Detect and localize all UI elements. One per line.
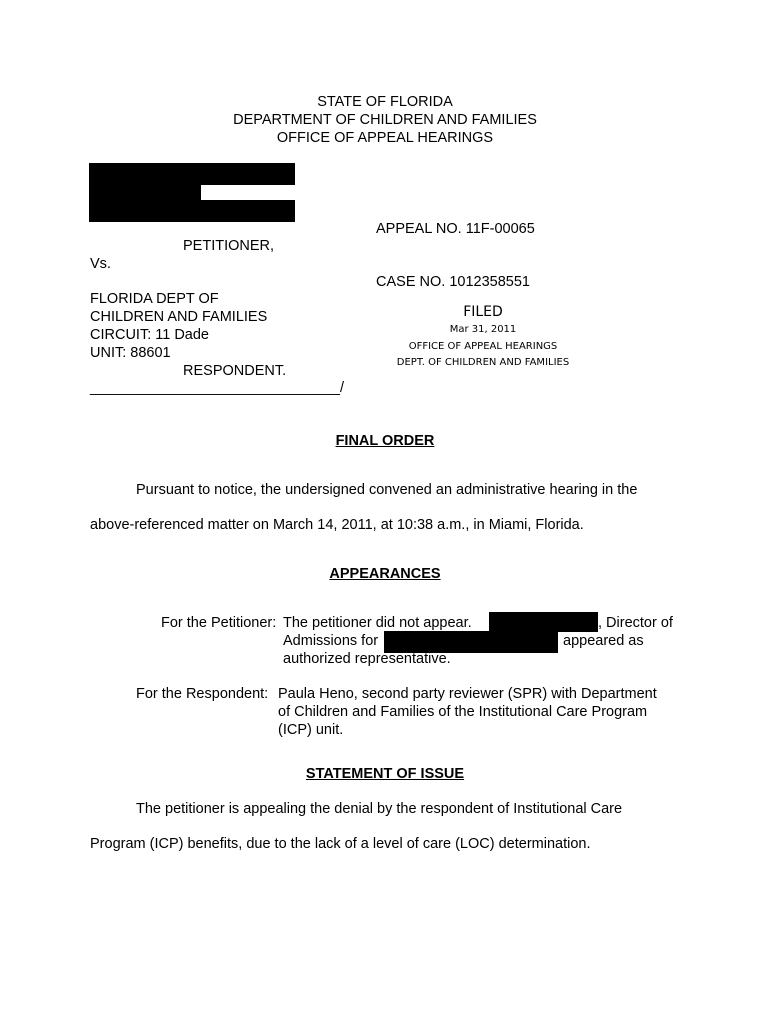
respondent-name-line1: FLORIDA DEPT OF bbox=[90, 291, 219, 307]
respondent-appearance-label: For the Respondent: bbox=[136, 686, 269, 702]
petitioner-appearance-line2: Admissions for bbox=[283, 633, 379, 649]
statement-of-issue-heading: STATEMENT OF ISSUE bbox=[305, 766, 465, 782]
final-order-heading: FINAL ORDER bbox=[335, 433, 435, 449]
respondent-appearance-line3: (ICP) unit. bbox=[278, 722, 344, 738]
respondent-name-line2: CHILDREN AND FAMILIES bbox=[90, 309, 268, 325]
respondent-appearance-line1: Paula Heno, second party reviewer (SPR) with Department bbox=[278, 686, 657, 702]
filed-date: Mar 31, 2011 bbox=[449, 324, 517, 335]
petitioner-label: PETITIONER, bbox=[183, 238, 275, 254]
petitioner-appearance-line3: authorized representative. bbox=[283, 651, 451, 667]
petitioner-appearance-line1-suffix: , Director of bbox=[598, 615, 673, 631]
filed-title: FILED bbox=[463, 304, 503, 320]
redacted-facility-name bbox=[384, 631, 558, 653]
petitioner-appearance-line1: The petitioner did not appear. bbox=[283, 615, 472, 631]
petitioner-appearance-line2-suffix: appeared as bbox=[563, 633, 644, 649]
header-office: OFFICE OF APPEAL HEARINGS bbox=[276, 130, 494, 146]
header-state: STATE OF FLORIDA bbox=[317, 94, 453, 110]
appearances-heading: APPEARANCES bbox=[329, 566, 441, 582]
circuit-text: CIRCUIT: 11 Dade bbox=[90, 327, 209, 343]
redacted-director-name bbox=[489, 612, 598, 632]
header-department: DEPARTMENT OF CHILDREN AND FAMILIES bbox=[233, 112, 537, 128]
filed-dept: DEPT. OF CHILDREN AND FAMILIES bbox=[396, 357, 570, 368]
appeal-number: APPEAL NO. 11F-00065 bbox=[376, 221, 535, 237]
unit-text: UNIT: 88601 bbox=[90, 345, 171, 361]
filed-office: OFFICE OF APPEAL HEARINGS bbox=[408, 341, 558, 352]
caption-signature-line: _______________________________/ bbox=[90, 380, 345, 396]
case-number: CASE NO. 1012358551 bbox=[376, 274, 530, 290]
statement-line1: The petitioner is appealing the denial by the respondent of Institutional Care bbox=[136, 801, 623, 817]
versus-text: Vs. bbox=[90, 256, 111, 272]
statement-line2: Program (ICP) benefits, due to the lack of a level of care (LOC) determination. bbox=[90, 836, 591, 852]
respondent-appearance-line2: of Children and Families of the Institutional Care Program bbox=[278, 704, 648, 720]
petitioner-appearance-label: For the Petitioner: bbox=[161, 615, 277, 631]
final-order-para-line1: Pursuant to notice, the undersigned convened an administrative hearing in the bbox=[136, 482, 638, 498]
respondent-label: RESPONDENT. bbox=[183, 363, 287, 379]
final-order-para-line2: above-referenced matter on March 14, 2011, at 10:38 a.m., in Miami, Florida. bbox=[90, 517, 584, 533]
